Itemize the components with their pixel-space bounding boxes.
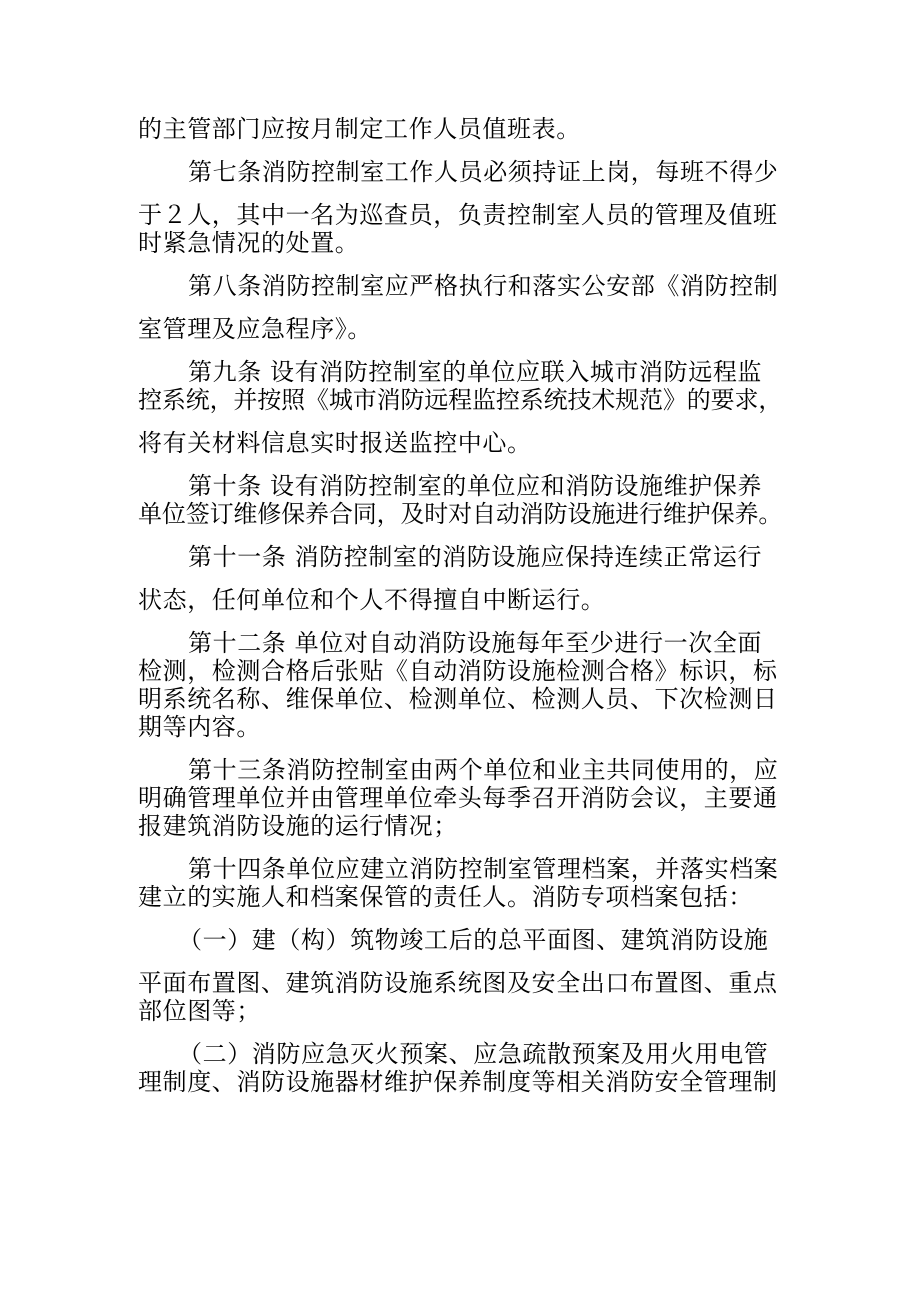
text-line: 期等内容。 [138, 713, 261, 741]
text-line: 报建筑消防设施的运行情况； [138, 812, 458, 840]
text-line: 第九条 设有消防控制室的单位应联入城市消防远程监 [188, 358, 763, 386]
text-line: 明系统名称、维保单位、检测单位、检测人员、下次检测日 [138, 685, 778, 713]
text-line: 平面布置图、建筑消防设施系统图及安全出口布置图、重点 [138, 969, 778, 997]
text-line: 于２人，其中一名为巡查员，负责控制室人员的管理及值班 [138, 201, 778, 229]
text-line: 将有关材料信息实时报送监控中心。 [138, 429, 532, 457]
text-line: 第八条消防控制室应严格执行和落实公安部《消防控制 [188, 272, 779, 300]
text-line: 状态，任何单位和个人不得擅自中断运行。 [138, 586, 606, 614]
text-line: 第七条消防控制室工作人员必须持证上岗，每班不得少 [188, 158, 779, 186]
text-line: 控系统，并按照《城市消防远程监控系统技术规范》的要求， [138, 386, 783, 414]
text-line: 的主管部门应按月制定工作人员值班表。 [138, 115, 581, 143]
text-line: 第十一条 消防控制室的消防设施应保持连续正常运行 [188, 543, 763, 571]
text-line: 检测，检测合格后张贴《自动消防设施检测合格》标识，标 [138, 657, 778, 685]
text-line: 第十四条单位应建立消防控制室管理档案，并落实档案 [188, 855, 779, 883]
text-line: 部位图等； [138, 997, 261, 1025]
text-line: 第十条 设有消防控制室的单位应和消防设施维护保养 [188, 472, 763, 500]
text-line: 明确管理单位并由管理单位牵头每季召开消防会议，主要通 [138, 784, 778, 812]
text-line: 建立的实施人和档案保管的责任人。消防专项档案包括： [138, 883, 753, 911]
text-line: （一）建（构）筑物竣工后的总平面图、建筑消防设施 [178, 926, 769, 954]
text-line: 第十三条消防控制室由两个单位和业主共同使用的，应 [188, 756, 779, 784]
text-line: 时紧急情况的处置。 [138, 229, 360, 257]
text-line: （二）消防应急灭火预案、应急疏散预案及用火用电管 [178, 1040, 769, 1068]
text-line: 单位签订维修保养合同，及时对自动消防设施进行维护保养。 [138, 500, 783, 528]
text-line: 理制度、消防设施器材维护保养制度等相关消防安全管理制 [138, 1068, 778, 1096]
text-line: 第十二条 单位对自动消防设施每年至少进行一次全面 [188, 629, 763, 657]
text-line: 室管理及应急程序》。 [138, 315, 372, 343]
